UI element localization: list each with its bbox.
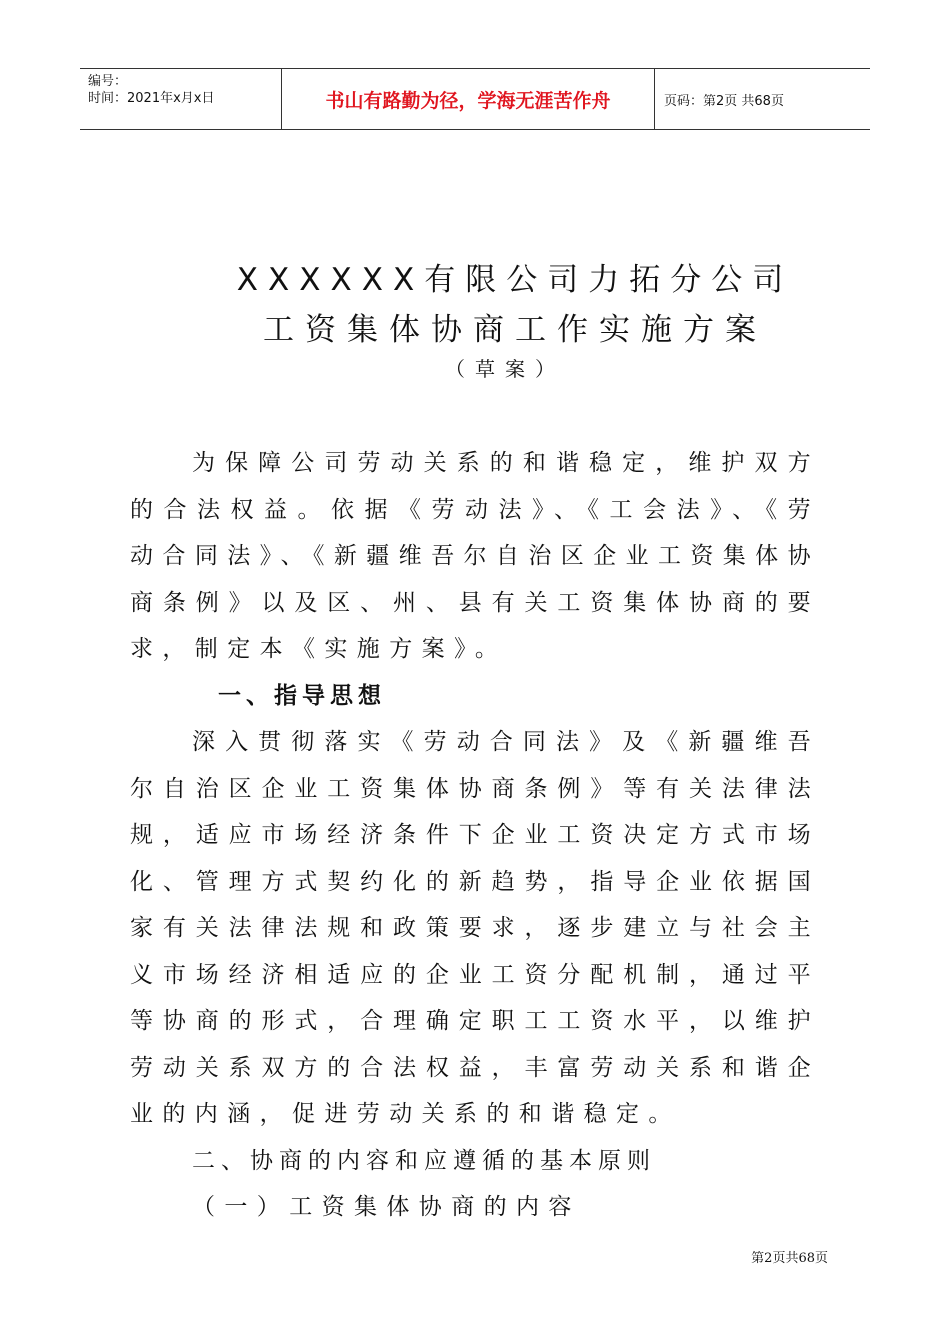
intro-paragraph: 为保障公司劳动关系的和谐稳定，维护双方的合法权益。依据《劳动法》、《工会法》、《劳动合同法》、《新疆维吾尔自治区企业工资集体协商条例》以及区、州、县有关工资集体协商的要求，制定本《实施方案》。: [130, 450, 820, 662]
section-heading: 一、指导思想: [218, 682, 386, 709]
subsection-heading: （一）工资集体协商的内容: [192, 1194, 581, 1220]
page-footer: 第2页共68页: [751, 1251, 828, 1266]
document-title-line1: XXXXXX有限公司力拓分公司: [236, 262, 794, 298]
document-title-line2: 工资集体协商工作实施方案: [263, 312, 767, 348]
document-subtitle: （草案）: [445, 357, 565, 381]
header-page-info: 页码：第2页 共68页: [664, 93, 784, 109]
page-header: [80, 68, 870, 130]
section-heading: 二、协商的内容和应遵循的基本原则: [192, 1147, 656, 1174]
header-divider: [654, 69, 655, 129]
header-motto: 书山有路勤为径，学海无涯苦作舟: [325, 89, 611, 112]
document-time-label: 时间：2021年x月x日: [88, 91, 215, 106]
header-meta: [88, 73, 282, 107]
body-paragraph: 深入贯彻落实《劳动合同法》及《新疆维吾尔自治区企业工资集体协商条例》等有关法律法规，适应市场经济条件下企业工资决定方式市场化、管理方式契约化的新趋势，指导企业依据国家有关法律法规和政策要求，逐步建立与社会主义市场经济相适应的企业工资分配机制，通过平等协商的形式，合理确定职工工资水平，以维护劳动关系双方的合法权益，丰富劳动关系和谐企业的内涵，促进劳动关系的和谐稳定。: [130, 729, 820, 1127]
document-number-label: 编号：: [88, 74, 128, 89]
document-body: [130, 440, 820, 1231]
